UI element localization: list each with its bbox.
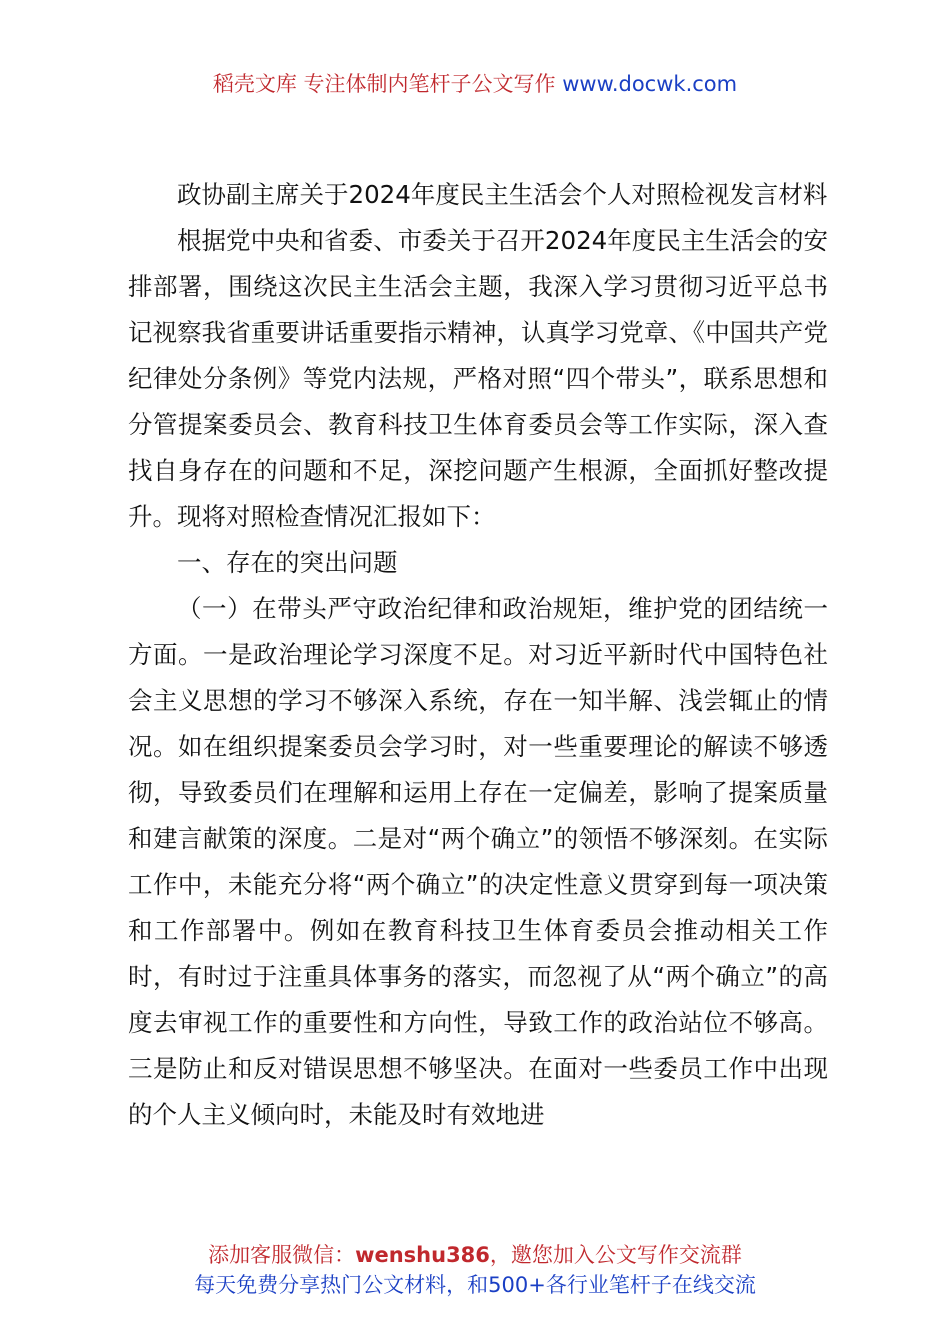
paragraph-intro: 根据党中央和省委、市委关于召开2024年度民主生活会的安排部署，围绕这次民主生活会主题，我深入学习贯彻习近平总书记视察我省重要讲话重要指示精神，认真学习党章、《中国共产党纪律处分条例》等党内法规，严格对照“四个带头”，联系思想和分管提案委员会、教育科技卫生体育委员会等工作实际，深入查找自身存在的问题和不足，深挖问题产生根源，全面抓好整改提升。现将对照检查情况汇报如下：	[128, 226, 828, 531]
footer-promo-line: 每天免费分享热门公文材料，和500+各行业笔杆子在线交流	[194, 1273, 756, 1297]
footer-contact-prefix: 添加客服微信：	[208, 1243, 356, 1267]
page-header	[0, 68, 950, 100]
footer-contact-suffix: ，邀您加入公文写作交流群	[489, 1243, 742, 1267]
document-body	[128, 172, 828, 1138]
document-title: 政协副主席关于2024年度民主生活会个人对照检视发言材料	[177, 180, 828, 209]
section-heading: 一、存在的突出问题	[177, 548, 398, 577]
footer-wechat-id: wenshu386	[355, 1243, 490, 1267]
page-footer	[0, 1240, 950, 1300]
paragraph-section-1: （一）在带头严守政治纪律和政治规矩，维护党的团结统一方面。一是政治理论学习深度不足。对习近平新时代中国特色社会主义思想的学习不够深入系统，存在一知半解、浅尝辄止的情况。如在组织提案委员会学习时，对一些重要理论的解读不够透彻，导致委员们在理解和运用上存在一定偏差，影响了提案质量和建言献策的深度。二是对“两个确立”的领悟不够深刻。在实际工作中，未能充分将“两个确立”的决定性意义贯穿到每一项决策和工作部署中。例如在教育科技卫生体育委员会推动相关工作时，有时过于注重具体事务的落实，而忽视了从“两个确立”的高度去审视工作的重要性和方向性，导致工作的政治站位不够高。三是防止和反对错误思想不够坚决。在面对一些委员工作中出现的个人主义倾向时，未能及时有效地进	[128, 594, 828, 1129]
footer-contact-line	[0, 1240, 950, 1270]
header-url-link[interactable]: www.docwk.com	[562, 72, 738, 96]
header-brand-text: 稻壳文库 专注体制内笔杆子公文写作	[212, 72, 563, 96]
